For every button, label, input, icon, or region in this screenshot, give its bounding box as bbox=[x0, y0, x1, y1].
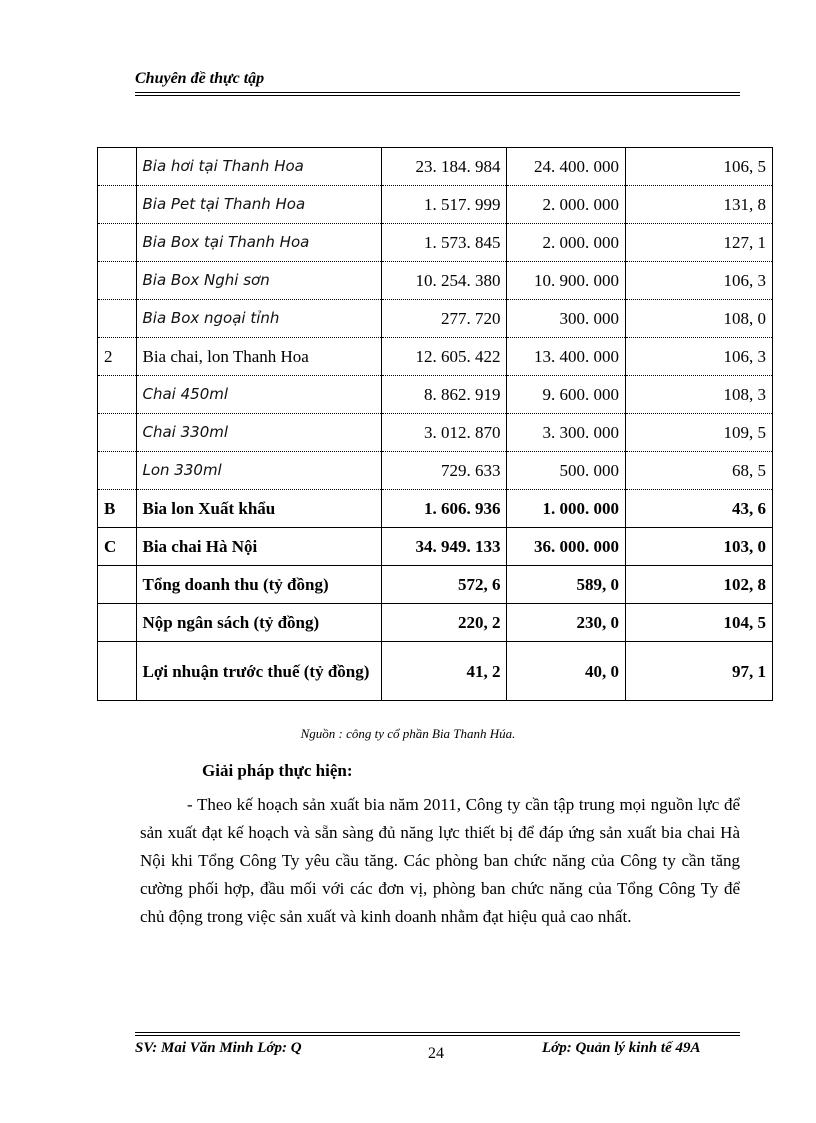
footer-rule-top bbox=[135, 1032, 740, 1033]
table-row bbox=[98, 414, 773, 452]
row-index-cell bbox=[98, 414, 137, 452]
row-name-cell: Lợi nhuận trước thuế (tỷ đồng) bbox=[136, 642, 381, 701]
header-rule-top bbox=[135, 92, 740, 93]
row-index-cell bbox=[98, 224, 137, 262]
table-row bbox=[98, 490, 773, 528]
row-index-cell bbox=[98, 376, 137, 414]
value-cell-1: 23. 184. 984 bbox=[381, 148, 507, 186]
footer-class-info: Lớp: Quản lý kinh tế 49A bbox=[542, 1040, 701, 1056]
percent-cell: 106, 3 bbox=[626, 262, 773, 300]
value-cell-2: 1. 000. 000 bbox=[507, 490, 626, 528]
table-row bbox=[98, 528, 773, 566]
value-cell-1: 41, 2 bbox=[381, 642, 507, 701]
row-name-cell: Lon 330ml bbox=[136, 452, 381, 490]
row-index-cell bbox=[98, 566, 137, 604]
table-row bbox=[98, 300, 773, 338]
percent-cell: 127, 1 bbox=[626, 224, 773, 262]
table-row bbox=[98, 186, 773, 224]
row-name-cell: Bia Pet tại Thanh Hoa bbox=[136, 186, 381, 224]
percent-cell: 109, 5 bbox=[626, 414, 773, 452]
row-index-cell: B bbox=[98, 490, 137, 528]
value-cell-2: 2. 000. 000 bbox=[507, 224, 626, 262]
value-cell-2: 13. 400. 000 bbox=[507, 338, 626, 376]
row-index-cell bbox=[98, 186, 137, 224]
body-paragraph: - Theo kế hoạch sản xuất bia năm 2011, Công ty cần tập trung mọi nguồn lực để sản xuất đạt kế hoạch và sẵn sàng đủ năng lực thiết bị để đáp ứng sản xuất bia chai Hà Nội khi Tổng Công Ty yêu cầu tăng. Các phòng ban chức năng của Công ty cần tăng cường phối hợp, đầu mối với các đơn vị, phòng ban chức năng của Tổng Công Ty để chủ động trong việc sản xuất và kinh doanh nhằm đạt hiệu quả cao nhất. bbox=[140, 795, 740, 926]
value-cell-2: 9. 600. 000 bbox=[507, 376, 626, 414]
value-cell-1: 12. 605. 422 bbox=[381, 338, 507, 376]
footer-student-info: SV: Mai Văn Minh Lớp: Q bbox=[135, 1040, 302, 1056]
table-row bbox=[98, 148, 773, 186]
value-cell-1: 8. 862. 919 bbox=[381, 376, 507, 414]
value-cell-1: 572, 6 bbox=[381, 566, 507, 604]
value-cell-2: 300. 000 bbox=[507, 300, 626, 338]
value-cell-2: 2. 000. 000 bbox=[507, 186, 626, 224]
row-name-cell: Bia hơi tại Thanh Hoa bbox=[136, 148, 381, 186]
table-row bbox=[98, 376, 773, 414]
percent-cell: 108, 0 bbox=[626, 300, 773, 338]
value-cell-2: 24. 400. 000 bbox=[507, 148, 626, 186]
row-name-cell: Bia chai Hà Nội bbox=[136, 528, 381, 566]
section-heading: Giải pháp thực hiện: bbox=[202, 761, 353, 780]
table-row bbox=[98, 224, 773, 262]
row-index-cell bbox=[98, 452, 137, 490]
value-cell-1: 3. 012. 870 bbox=[381, 414, 507, 452]
row-index-cell bbox=[98, 148, 137, 186]
percent-cell: 68, 5 bbox=[626, 452, 773, 490]
row-name-cell: Bia lon Xuất khẩu bbox=[136, 490, 381, 528]
value-cell-1: 34. 949. 133 bbox=[381, 528, 507, 566]
table-row bbox=[98, 262, 773, 300]
header-rule-bottom bbox=[135, 95, 740, 96]
row-index-cell bbox=[98, 262, 137, 300]
row-name-cell: Bia Box tại Thanh Hoa bbox=[136, 224, 381, 262]
footer-rule-bottom bbox=[135, 1035, 740, 1036]
table-row bbox=[98, 642, 773, 701]
value-cell-2: 230, 0 bbox=[507, 604, 626, 642]
value-cell-2: 36. 000. 000 bbox=[507, 528, 626, 566]
row-index-cell: C bbox=[98, 528, 137, 566]
percent-cell: 108, 3 bbox=[626, 376, 773, 414]
row-name-cell: Bia Box Nghi sơn bbox=[136, 262, 381, 300]
row-name-cell: Tổng doanh thu (tỷ đồng) bbox=[136, 566, 381, 604]
value-cell-1: 10. 254. 380 bbox=[381, 262, 507, 300]
value-cell-2: 10. 900. 000 bbox=[507, 262, 626, 300]
row-index-cell bbox=[98, 300, 137, 338]
row-name-cell: Bia Box ngoại tỉnh bbox=[136, 300, 381, 338]
percent-cell: 97, 1 bbox=[626, 642, 773, 701]
table-row bbox=[98, 338, 773, 376]
row-index-cell: 2 bbox=[98, 338, 137, 376]
percent-cell: 106, 5 bbox=[626, 148, 773, 186]
percent-cell: 43, 6 bbox=[626, 490, 773, 528]
table-row bbox=[98, 566, 773, 604]
percent-cell: 106, 3 bbox=[626, 338, 773, 376]
table-row bbox=[98, 452, 773, 490]
value-cell-1: 277. 720 bbox=[381, 300, 507, 338]
row-name-cell: Chai 450ml bbox=[136, 376, 381, 414]
percent-cell: 131, 8 bbox=[626, 186, 773, 224]
value-cell-2: 589, 0 bbox=[507, 566, 626, 604]
row-name-cell: Nộp ngân sách (tỷ đồng) bbox=[136, 604, 381, 642]
percent-cell: 102, 8 bbox=[626, 566, 773, 604]
value-cell-1: 1. 606. 936 bbox=[381, 490, 507, 528]
row-name-cell: Bia chai, lon Thanh Hoa bbox=[136, 338, 381, 376]
page-number: 24 bbox=[428, 1045, 444, 1062]
value-cell-2: 40, 0 bbox=[507, 642, 626, 701]
value-cell-1: 1. 517. 999 bbox=[381, 186, 507, 224]
table-row bbox=[98, 604, 773, 642]
percent-cell: 104, 5 bbox=[626, 604, 773, 642]
percent-cell: 103, 0 bbox=[626, 528, 773, 566]
value-cell-2: 3. 300. 000 bbox=[507, 414, 626, 452]
row-name-cell: Chai 330ml bbox=[136, 414, 381, 452]
value-cell-1: 1. 573. 845 bbox=[381, 224, 507, 262]
value-cell-1: 729. 633 bbox=[381, 452, 507, 490]
row-index-cell bbox=[98, 604, 137, 642]
source-note: Nguồn : công ty cổ phần Bia Thanh Húa. bbox=[300, 726, 516, 741]
value-cell-2: 500. 000 bbox=[507, 452, 626, 490]
row-index-cell bbox=[98, 642, 137, 701]
production-table bbox=[97, 147, 773, 701]
value-cell-1: 220, 2 bbox=[381, 604, 507, 642]
running-header-title: Chuyên đề thực tập bbox=[135, 70, 265, 87]
